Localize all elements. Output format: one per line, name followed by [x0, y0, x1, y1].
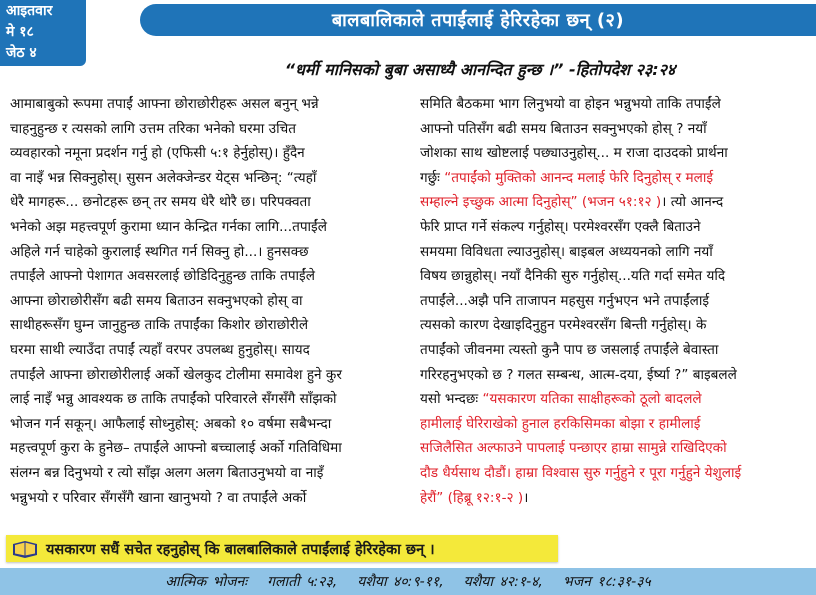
text-line	[420, 190, 808, 215]
text-segment: विषय छान्नुहोस्। नयाँ दैनिकी सुरु गर्नुहोस्...यति गर्दा समेत यदि	[420, 268, 726, 285]
scripture-quote: हेरौं” (हिब्रू १२:१-२ )	[420, 489, 524, 506]
left-column	[10, 92, 402, 510]
text-line: आमाबाबुको रूपमा तपाईं आफ्ना छोराछोरीहरू असल बनुन् भन्ने	[10, 96, 319, 112]
footer-ref: यशैया ४२:१-४,	[463, 574, 543, 590]
scripture-quote: हामीलाई घेरिराखेको हुनाल हरकिसिमका बोझा र हामीलाई	[420, 415, 701, 432]
text-line	[420, 92, 808, 117]
text-line: भन्नुभयो र परिवार सँगसँगै खाना खानुभयो ? वा तपाईंले अर्को	[10, 489, 307, 506]
scripture-quote: सम्हाल्ने इच्छुक आत्मा दिनुहोस्” (भजन ५१:१२ )	[420, 194, 662, 211]
text-line	[420, 117, 808, 142]
footer-label: आत्मिक भोजनः	[165, 574, 248, 590]
text-line	[420, 240, 808, 265]
text-line: धेरै मागहरू... छनोटहरू छन् तर समय धेरै थोरै छ। परिपक्वता	[10, 194, 311, 211]
text-line: साथीहरूसँग घुम्न जानुहुन्छ ताकि तपाईंका किशोर छोराछोरीले	[10, 317, 309, 334]
text-segment: त्यसको कारण देखाइदिनुहुन परमेश्वरसँग बिन्ती गर्नुहोस्। के	[420, 317, 707, 334]
text-line	[420, 264, 808, 289]
text-line	[420, 486, 808, 511]
text-line	[420, 363, 808, 388]
text-segment: तपाईंको जीवनमा त्यस्तो कुनै पाप छ जसलाई तपाईंले बेवास्ता	[420, 341, 719, 358]
text-line	[420, 387, 808, 412]
date-weekday: आइतवार	[6, 3, 53, 19]
text-line: लाई नाइँ भन्नु आवश्यक छ ताकि तपाईंको परिवारले सँगसँगै साँझको	[10, 391, 337, 408]
text-segment: समिति बैठकमा भाग लिनुभयो वा होइन भन्नुभयो ताकि तपाईंले	[420, 96, 721, 112]
text-segment: गरिरहनुभएको छ ? गलत सम्बन्ध, आत्म-दया, ईर्ष्या ?” बाइबलले	[420, 366, 737, 383]
key-verse: “धर्मी मानिसको बुबा असाध्यै आनन्दित हुन्छ ।” -हितोपदेश २३:२४	[284, 60, 676, 79]
text-segment: । त्यो आनन्द	[661, 194, 724, 211]
scripture-quote: दौड धैर्यसाथ दौडौं। हाम्रा विश्वास सुरु गर्नुहुने र पूरा गर्नुहुने येशुलाई	[420, 464, 742, 481]
date-box	[0, 0, 86, 66]
text-segment: समयमा विविधता ल्याउनुहोस्। बाइबल अध्ययनको लागि नयाँ	[420, 243, 713, 260]
text-line	[420, 412, 808, 437]
text-line: भोजन गर्न सकून्। आफैलाई सोध्नुहोस्: अबको १० वर्षमा सबैभन्दा	[10, 415, 332, 432]
footer-ref: भजन १८:३१-३५	[562, 574, 651, 590]
text-line: वा नाइँ भन्न सिक्नुहोस्। सुसन अलेक्जेन्डर येट्स भन्छिन्: “त्यहाँ	[10, 169, 317, 186]
text-line: महत्त्वपूर्ण कुरा के हुनेछ– तपाईंले आफ्नो बच्चालाई अर्को गतिविधिमा	[10, 440, 342, 457]
text-line	[420, 141, 808, 166]
text-line	[420, 166, 808, 191]
text-line: घरमा साथी ल्याउँदा तपाईं त्यहाँ वरपर उपलब्ध हुनुहोस्। सायद	[10, 341, 310, 358]
text-segment: आफ्नो पतिसँग बढी समय बिताउन सक्नुभएको होस् ? नयाँ	[420, 120, 707, 137]
title-banner	[140, 4, 816, 36]
footer-readings	[0, 568, 816, 595]
scripture-quote: “यसकारण यतिका साक्षीहरूको ठूलो बादलले	[482, 391, 702, 408]
text-line: तपाईंले आफ्नो पेशागत अवसरलाई छोडिदिनुहुन्छ ताकि तपाईंले	[10, 268, 315, 285]
date-gregorian: मे १८	[6, 24, 34, 40]
text-segment: फेरि प्राप्त गर्ने संकल्प गर्नुहोस्। परमेश्वरसँग एक्लै बिताउने	[420, 218, 701, 235]
text-line	[420, 313, 808, 338]
date-nepali: जेठ ४	[6, 45, 37, 61]
footer-ref: यशैया ४०:९-११,	[357, 574, 444, 590]
text-line	[420, 289, 808, 314]
text-line	[420, 338, 808, 363]
right-column	[420, 92, 808, 510]
text-line	[420, 436, 808, 461]
text-segment: गर्छुः	[420, 169, 445, 186]
highlight-bar	[6, 535, 558, 562]
footer-ref: गलाती ५:२३,	[267, 574, 338, 590]
text-line: संलग्न बन्न दिनुभयो र त्यो साँझ अलग अलग बिताउनुभयो वा नाइँ	[10, 464, 324, 481]
text-line: भनेको अझ महत्त्वपूर्ण कुरामा ध्यान केन्द्रित गर्नका लागि...तपाईंले	[10, 218, 327, 235]
text-line	[420, 215, 808, 240]
bible-book-icon	[12, 540, 38, 558]
text-line: अहिले गर्न चाहेको कुरालाई स्थगित गर्न सिक्नु हो...। हुनसक्छ	[10, 243, 309, 260]
scripture-quote: सजिलैसित अल्फाउने पापलाई पन्छाएर हाम्रा सामुन्ने राखिदिएको	[420, 440, 727, 457]
text-segment: तपाईंले...अझै पनि ताजापन महसुस गर्नुभएन भने तपाईंलाई	[420, 292, 710, 309]
text-segment: ।	[523, 489, 529, 506]
text-line	[420, 461, 808, 486]
text-segment: यसो भन्दछः	[420, 391, 483, 408]
scripture-quote: “तपाईंको मुक्तिको आनन्द मलाई फेरि दिनुहोस् र मलाई	[444, 169, 714, 186]
text-line: चाहनुहुन्छ र त्यसको लागि उत्तम तरिका भनेको घरमा उचित	[10, 120, 296, 137]
text-line: तपाईंले आफ्ना छोराछोरीलाई अर्को खेलकुद टोलीमा समावेश हुने कुर	[10, 366, 342, 383]
highlight-text: यसकारण सधैं सचेत रहनुहोस् कि बालबालिकाले तपाईंलाई हेरिरहेका छन् ।	[46, 541, 435, 558]
text-line: आफ्ना छोराछोरीसँग बढी समय बिताउन सक्नुभएको होस् वा	[10, 292, 303, 309]
text-segment: जोशका साथ खोष्टलाई पछ्याउनुहोस्... म राजा दाउदको प्रार्थना	[420, 145, 728, 162]
text-line: व्यवहारको नमूना प्रदर्शन गर्नु हो (एफिसी ५:१ हेर्नुहोस्)। हुँदैन	[10, 145, 305, 162]
page-title: बालबालिकाले तपाईंलाई हेरिरहेका छन् (२)	[331, 10, 625, 31]
